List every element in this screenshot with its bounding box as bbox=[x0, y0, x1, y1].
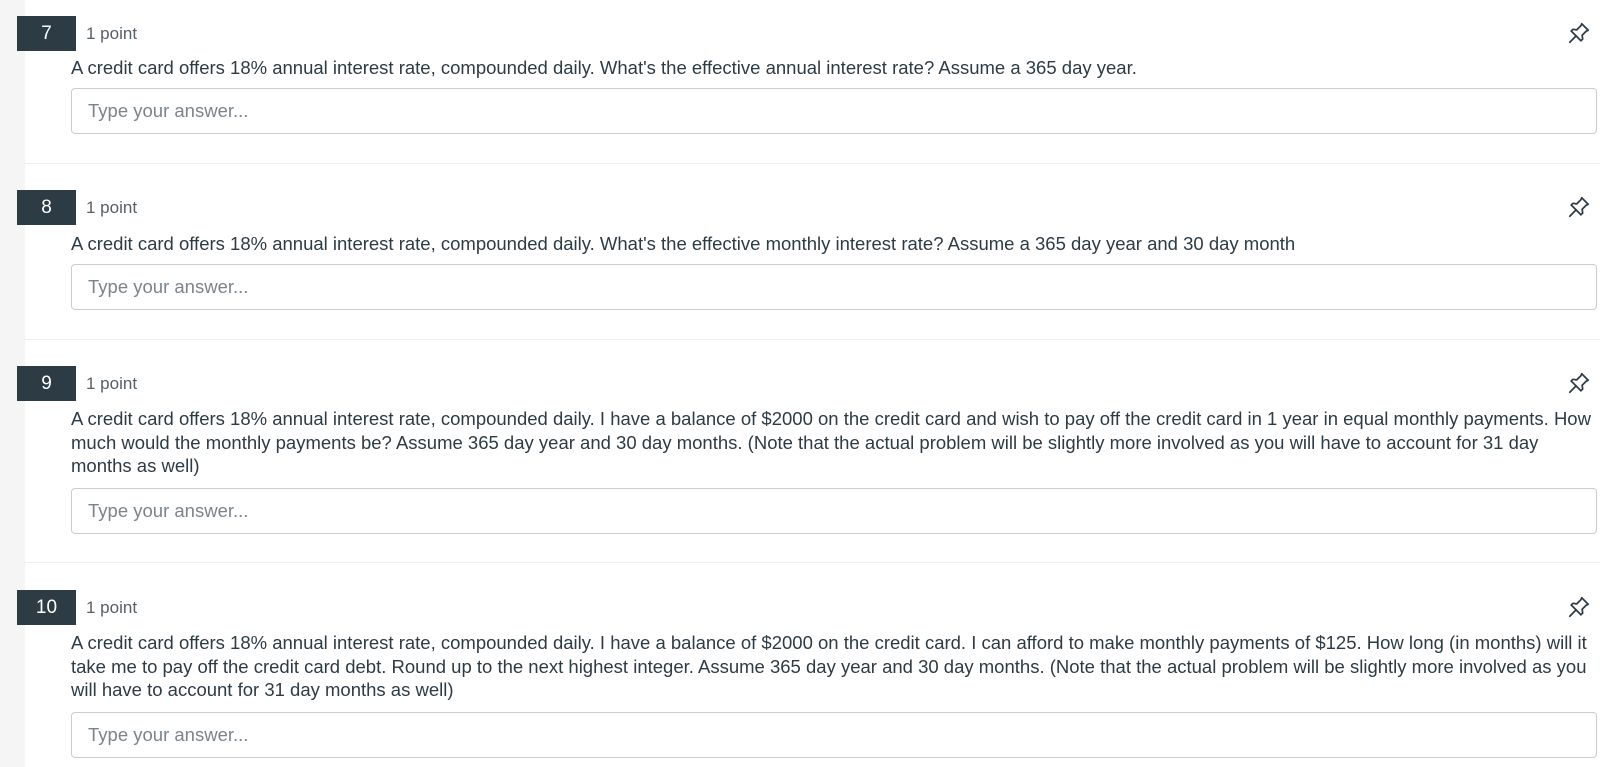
question-number-badge: 8 bbox=[17, 190, 76, 225]
question-points: 1 point bbox=[86, 198, 138, 217]
question-number-badge: 7 bbox=[17, 16, 76, 51]
pin-icon[interactable] bbox=[1566, 20, 1592, 46]
divider bbox=[25, 339, 1600, 340]
divider bbox=[25, 562, 1600, 563]
question-points: 1 point bbox=[86, 374, 138, 393]
question-text: A credit card offers 18% annual interest rate, compounded daily. I have a balance of $2000 on the credit card and wish to pay off the credit card in 1 year in equal monthly payments. How much would the monthly payments be? Assume 365 day year and 30 day months. (Note that the actual problem will be slightly more involved as you will have to account for 31 day months as well) bbox=[71, 408, 1591, 476]
question-text: A credit card offers 18% annual interest rate, compounded daily. What's the effective annual interest rate? Assume a 365 day year. bbox=[71, 57, 1137, 78]
pin-icon[interactable] bbox=[1566, 194, 1592, 220]
answer-input[interactable] bbox=[71, 712, 1597, 758]
divider bbox=[25, 163, 1600, 164]
question-points: 1 point bbox=[86, 24, 138, 43]
answer-input[interactable] bbox=[71, 88, 1597, 134]
pin-icon[interactable] bbox=[1566, 594, 1592, 620]
question-points: 1 point bbox=[86, 598, 138, 617]
question-number-badge: 9 bbox=[17, 366, 76, 401]
question-text: A credit card offers 18% annual interest rate, compounded daily. I have a balance of $2000 on the credit card. I can afford to make monthly payments of $125. How long (in months) will it take me to pay off the credit card debt. Round up to the next highest integer. Assume 365 day year and 30 day months. (Note that the actual problem will be slightly more involved as you will have to account for 31 day months as well) bbox=[71, 632, 1587, 700]
question-number-badge: 10 bbox=[17, 590, 76, 625]
pin-icon[interactable] bbox=[1566, 370, 1592, 396]
answer-input[interactable] bbox=[71, 264, 1597, 310]
answer-input[interactable] bbox=[71, 488, 1597, 534]
question-text: A credit card offers 18% annual interest rate, compounded daily. What's the effective monthly interest rate? Assume a 365 day year and 30 day month bbox=[71, 233, 1296, 254]
